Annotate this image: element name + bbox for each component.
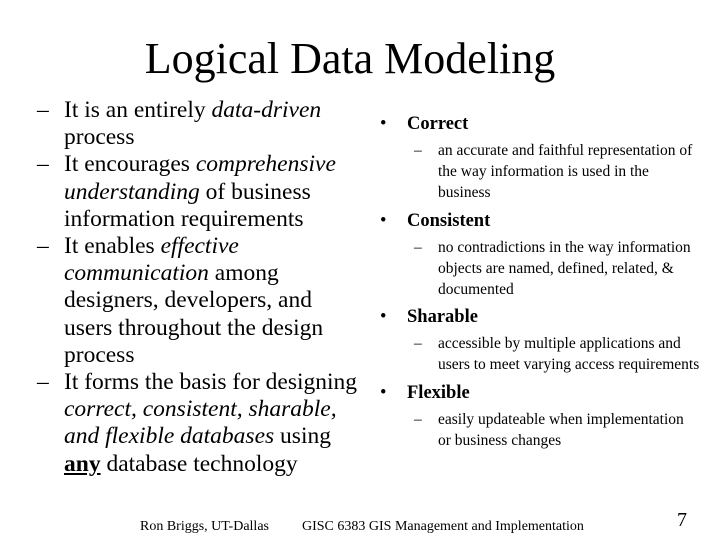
dash-marker: – (414, 238, 422, 256)
dash-marker: – (37, 97, 49, 123)
overview-text: database technology (100, 450, 298, 477)
overview-emphasis: effective communication (64, 233, 239, 287)
footer-author: Ron Briggs, UT-Dallas (140, 519, 269, 534)
bullet-marker: • (380, 382, 387, 403)
footer-course: GISC 6383 GIS Management and Implementation (302, 519, 584, 534)
criterion-description (414, 333, 700, 375)
overview-emphasis: correct, consistent, sharable, and flexible databases (64, 396, 337, 450)
overview-text: It is an entirely (64, 97, 212, 123)
overview-text: using (274, 423, 331, 450)
overview-emphasis-any: any (64, 450, 101, 477)
overview-text: It enables (64, 233, 161, 260)
criterion-description-text: easily updateable when implementation or business changes (438, 410, 684, 449)
criterion-heading (380, 209, 700, 233)
criterion-name: Flexible (407, 382, 470, 403)
bullet-marker: • (380, 307, 387, 328)
criterion-flexible (380, 381, 700, 451)
dash-marker: – (37, 151, 49, 178)
overview-list (37, 97, 360, 478)
overview-text: It forms the basis for designing (64, 369, 358, 396)
criterion-name: Correct (407, 114, 469, 134)
criterion-description-text: no contradictions in the way information objects are named, defined, related, & documented (438, 238, 691, 299)
criterion-description-text: an accurate and faithful representation of the way information is used in the business (438, 142, 693, 202)
page-number: 7 (677, 509, 687, 531)
criterion-correct (380, 112, 700, 204)
criterion-description-text: accessible by multiple applications and users to meet varying access requirements (438, 335, 700, 374)
dash-marker: – (414, 335, 422, 353)
overview-text: among designers, developers, and users throughout the design process (64, 260, 324, 368)
criterion-description (414, 237, 700, 301)
overview-text: It encourages (64, 151, 196, 178)
criterion-heading (380, 305, 700, 329)
overview-item-basis (37, 369, 360, 478)
dash-marker: – (37, 233, 49, 260)
criterion-heading (380, 112, 700, 136)
criterion-description (414, 409, 700, 451)
overview-emphasis: data-driven (211, 97, 322, 123)
bullet-marker: • (380, 114, 387, 134)
criterion-name: Consistent (407, 210, 491, 231)
bullet-marker: • (380, 210, 387, 231)
overview-item-understanding (37, 151, 360, 233)
overview-item-data-driven (37, 97, 360, 151)
criterion-description (414, 140, 700, 204)
overview-text: of business information requirements (64, 178, 311, 232)
slide-title: Logical Data Modeling (144, 34, 556, 83)
overview-item-communication (37, 233, 360, 369)
overview-text: process (64, 124, 135, 151)
dash-marker: – (414, 142, 422, 159)
criterion-name: Sharable (407, 307, 478, 328)
overview-emphasis: comprehensive understanding (64, 151, 336, 205)
criteria-list (380, 112, 700, 456)
dash-marker: – (37, 369, 49, 396)
dash-marker: – (414, 410, 422, 428)
criterion-heading (380, 381, 700, 405)
criterion-consistent (380, 209, 700, 301)
criterion-sharable (380, 305, 700, 375)
